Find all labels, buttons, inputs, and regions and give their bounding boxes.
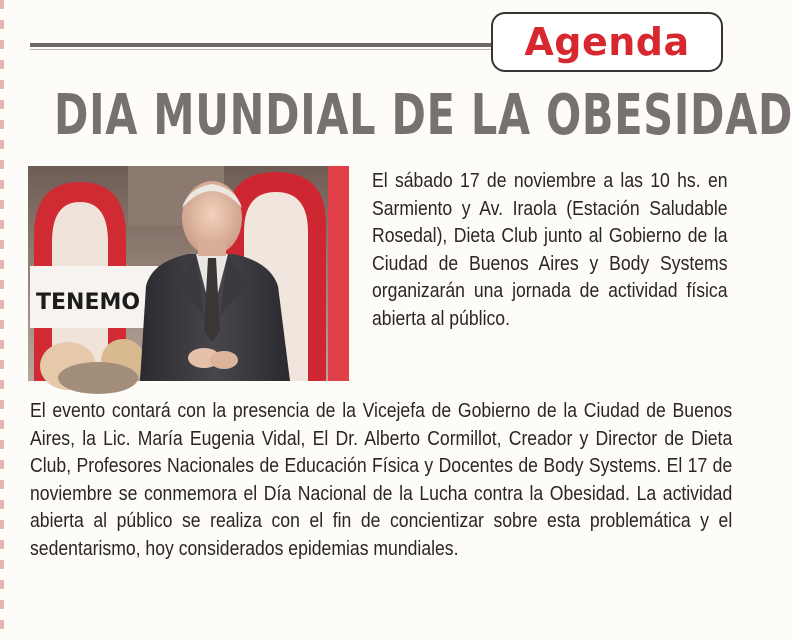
article-photo (28, 166, 349, 381)
article-intro-paragraph: El sábado 17 de noviembre a las 10 hs. en Sarmiento y Av. Iraola (Estación Saludable Rosedal), Dieta Club junto al Gobierno de la Ciudad de Buenos Aires y Body Systems organizarán una jornada de actividad física abierta al público. (372, 170, 728, 330)
page-edge-decoration (0, 0, 4, 640)
section-label: Agenda (524, 20, 690, 64)
photo-sign-text: TENEMO (36, 290, 141, 315)
article-headline: DIA MUNDIAL DE LA OBESIDAD (54, 83, 793, 148)
section-badge (491, 12, 723, 72)
section-divider (30, 43, 496, 47)
article-body-paragraph: El evento contará con la presencia de la Vicejefa de Gobierno de la Ciudad de Buenos Aires, la Lic. María Eugenia Vidal, El Dr. Alberto Cormillot, Creador y Director de Dieta Club, Profesores Nacionales de Educación Física y Docentes de Body Systems. El 17 de noviembre se conmemora el Día Nacional de la Lucha contra la Obesidad. La actividad abierta al público se realiza con el fin de concientizar sobre esta problemática y el sedentarismo, hoy considerados epidemias mundiales. (30, 400, 733, 560)
